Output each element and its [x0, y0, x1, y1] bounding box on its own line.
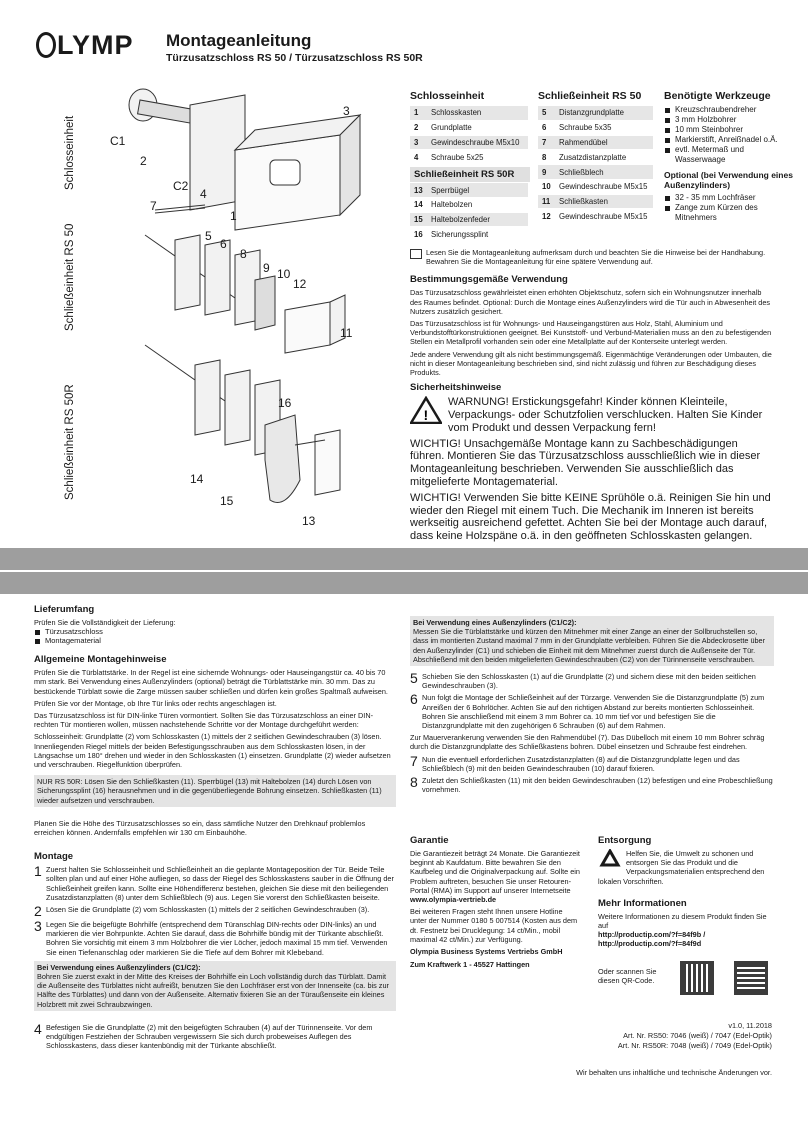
parts-row: [538, 120, 653, 135]
diagram-callout: 1: [230, 209, 237, 223]
optional-tools-title: Optional (bei Verwendung eines Außenzylinders): [664, 170, 793, 190]
scope-title: Lieferumfang: [34, 604, 95, 615]
list-item: Montagematerial: [34, 636, 396, 645]
strike-plate-shape: [255, 276, 275, 330]
disclaimer: Wir behalten uns inhaltliche und technische Änderungen vor.: [576, 1068, 772, 1077]
parts-row: [538, 165, 653, 180]
warranty-p1: Die Garantiezeit beträgt 24 Monate. Die Garantiezeit beginnt ab Kaufdatum. Bitte bewahren Sie den Kaufbeleg und die Originalverpackung auf. Sollte ein Problem auftreten, besuchen Sie unser Retouren-Portal (RMA) im Support auf unserer Internetseite: [410, 849, 580, 895]
parts-row: [410, 212, 528, 227]
diagram-callout: 14: [190, 472, 204, 486]
lower-left-column: [34, 604, 396, 1054]
diagram-callout: 16: [278, 396, 292, 410]
strike-box-shape: [285, 302, 330, 353]
intended-use-title: Bestimmungsgemäße Verwendung: [410, 274, 568, 286]
part-number: 4: [410, 150, 428, 164]
general-p3: Das Türzusatzschloss ist für DIN-linke Türen vormontiert. Sollten Sie das Türzusatzschloss an einer DIN-rechten Tür montieren wollen, müssen nachstehende Schritte vor der Montage durchgeführt werden:: [34, 711, 374, 730]
part-number: 3: [410, 135, 428, 150]
part-number: 5: [538, 106, 556, 121]
tools-section: [664, 90, 794, 223]
warranty-section: [410, 830, 580, 972]
parts-row: [538, 179, 653, 194]
side-label-rs50r: Schließeinheit RS 50R: [64, 384, 76, 500]
parts-row: [410, 183, 528, 198]
tools-list: [664, 105, 794, 165]
more-info-link-2[interactable]: http://productip.com/?f=84f9d: [598, 939, 702, 949]
qr-code-2-icon: [734, 961, 768, 995]
part-label: Zusatzdistanzplatte: [556, 150, 653, 165]
intro-section: [410, 248, 772, 546]
general-title: Allgemeine Montagehinweise: [34, 654, 167, 666]
cylinder-note-right: Bei Verwendung eines Außenzylinders (C1/C2): Messen Sie die Türblattstärke und kürzen den Mitnehmer mit einer Zange an einer der Sollbruchstellen so, dass im montierten Zustand maximal 7 mm in der Grundplatte verbleiben. Führen Sie die Abdeckrosette über den Außenzylinder (C1) und schieben die Einheit mit dem Mitnehmer zuerst durch die Außenseite der Tür. Abschließend mit den beiden mitgelieferten Gewindeschrauben (C2) von der Türinnenseite verschrauben.: [410, 616, 774, 666]
tools-title: Benötigte Werkzeuge: [664, 90, 771, 102]
warning-text: WARNUNG! Erstickungsgefahr! Kinder können Kleinteile, Verpackungs- oder Schutzfolien verschlucken. Halten Sie Kinder vom Produkt und dessen Verpackung fern!: [448, 396, 763, 434]
caution-text-2: WICHTIG! Verwenden Sie bitte KEINE Sprühöle o.ä. Reinigen Sie hin und wieder den Riegel mit einem Tuch. Die Mechanik im Inneren ist bereits werkseitig ausreichend gefettet. Achten Sie bei der Montage auch darauf, dass keine Holzspäne o.ä. in den geöffneten Schlosskasten gelangen.: [410, 491, 771, 543]
part-label: Sperrbügel: [428, 183, 528, 198]
diagram-callout: 12: [293, 277, 307, 291]
diagram-callout: 9: [263, 261, 270, 275]
part-label: Gewindeschraube M5x10: [428, 135, 528, 150]
company-name: Olympia Business Systems Vertriebs GmbH: [410, 947, 563, 957]
diagram-callout: 11: [340, 326, 353, 340]
height-note: Planen Sie die Höhe des Türzusatzschlosses so ein, dass sämtliche Nutzer den Drehknauf problemlos erreichen können. Andernfalls empfehlen wir 130 cm Einbauhöhe.: [34, 818, 366, 838]
part-number: 8: [538, 150, 556, 165]
diagram-callout: 4: [200, 187, 207, 201]
list-item: 10 mm Steinbohrer: [664, 125, 794, 135]
part-label: Gewindeschraube M5x15: [556, 209, 653, 223]
warranty-p2: Bei weiteren Fragen steht Ihnen unsere Hotline unter der Nummer 0180 5 007514 (Kosten aus dem dt. Festnetz bei Drucklegung: 14 ct/Min., mobil maximal 42 ct/Min.) zur Verfügung.: [410, 907, 578, 944]
list-item: Zange zum Kürzen des Mitnehmers: [664, 203, 794, 223]
lock-unit-parts: [410, 90, 530, 241]
article-number-rs50: Art. Nr. RS50: 7046 (weiß) / 7047 (Edel-Optik): [623, 1031, 772, 1040]
diagram-callout: 3: [343, 104, 350, 118]
version-text: v1.0, 11.2018: [728, 1021, 772, 1030]
list-item: 32 - 35 mm Lochfräser: [664, 193, 794, 203]
general-p4: Schlosseinheit: Grundplatte (2) vom Schlosskasten (1) mittels der 2 seitlichen Gewindeschrauben (3) lösen. Innenliegenden Riegel mittels der beiden Befestigungsschrauben aus dem Schlosskasten lösen, in der Längsachse um 180° drehen und wieder in den Schlosskasten (1) einsetzen. Grundplatte (2) wieder aufsetzen und verschrauben. Riegelfunktion überprüfen.: [34, 732, 391, 770]
qr-note: Oder scannen Sie diesen QR-Code.: [598, 966, 657, 986]
part-label: Sicherungssplint: [428, 227, 528, 241]
parts-row: [410, 120, 528, 135]
rs50r-note: NUR RS 50R: Lösen Sie den Schließkasten (11). Sperrbügel (13) mit Haltebolzen (14) durch Lösen von Sicherungssplint (16) herausnehmen und in die gegenüberliegende Bohrung einsetzen. Schließkasten (11) wieder aufsetzen und verschrauben.: [34, 775, 396, 807]
intended-use-p3: Jede andere Verwendung gilt als nicht bestimmungsgemäß. Eigenmächtige Veränderungen oder Umbauten, die nicht in dieser Montageanleitung beschrieben sind, sind nicht zulässig und führen zur Beschädigung dieses Produkts.: [410, 349, 772, 378]
company-address: Zum Kraftwerk 1 - 45527 Hattingen: [410, 960, 530, 970]
warning-triangle-icon: [410, 396, 442, 424]
part-label: Schlosskasten: [428, 106, 528, 121]
part-number: 7: [538, 135, 556, 150]
side-label-lock-unit: Schlosseinheit: [64, 115, 76, 190]
diagram-callout: 7: [150, 199, 157, 213]
step-4: 4 Befestigen Sie die Grundplatte (2) mit den beigefügten Schrauben (4) auf der Türinnenseite. Vor dem endgültigen Festziehen der Schrauben vergewissern Sie sich durch probeweises Auflegen des Schlosskastens, dass dieser kantenbündig mit der Türkante abschließt.: [34, 1020, 373, 1051]
book-icon: [410, 249, 422, 259]
intended-use-p1: Das Türzusatzschloss gewährleistet einen erhöhten Objektschutz, sofern sich ein Wohnungsnutzer innerhalb des Raumes befindet. Optional: Durch die Montage eines Außenzylinders wird die Tür auch in Abwesenheit des Nutzers zusätzlich gesichert.: [410, 288, 771, 316]
safety-title: Sicherheitshinweise: [410, 382, 502, 394]
wall-anchor-note: Zur Mauerverankerung verwenden Sie den Rahmendübel (7). Das Dübelloch mit einem 10 mm Bohrer schräg durch die Distanzgrundplatte des Schließkastens bohren. Dübel einsetzen und Schraube fest eindrehen.: [410, 733, 765, 752]
read-note: Lesen Sie die Montageanleitung aufmerksam durch und beachten Sie die Hinweise bei der Handhabung. Bewahren Sie die Montageanleitung für eine spätere Verwendung auf.: [426, 248, 766, 267]
step-7: 7 Nun die eventuell erforderlichen Zusatzdistanzplatten (8) auf die Distanzgrundplatte legen und das Schließblech (9) mit den beiden Gewindeschrauben (10) darauf fixieren.: [410, 752, 740, 773]
mount-title: Montage: [34, 851, 74, 863]
diagram-callout: 5: [205, 229, 212, 243]
part-number: 2: [410, 120, 428, 135]
more-info-title: Mehr Informationen: [598, 897, 687, 909]
scope-list: [34, 627, 396, 645]
optional-tools-list: [664, 193, 794, 223]
part-label: Rahmendübel: [556, 135, 653, 150]
part-number: 15: [410, 212, 428, 227]
separator-band-bottom: [0, 572, 808, 594]
cylinder-note-left: Bei Verwendung eines Außenzylinders (C1/C2): Bohren Sie zuerst exakt in der Mitte des Kreises der Bohrhilfe ein Loch vollständig durch das Türblatt. Damit die Außenseite des Türblattes nicht aufreißt, benutzen Sie den Lochfräser erst von der Innenseite (ca. bis zur Hälfte des Türblattes) und dann von der Außenseite. Alternativ fixieren Sie an der Türaußenseite ein kleines Holzbrett mit zwei Schraubzwingen.: [34, 961, 396, 1011]
part-label: Gewindeschraube M5x15: [556, 179, 653, 194]
list-item: evtl. Metermaß und Wasserwaage: [664, 145, 794, 165]
parts-row: [410, 150, 528, 164]
warranty-title: Garantie: [410, 835, 449, 846]
disposal-text: Helfen Sie, die Umwelt zu schonen und entsorgen Sie das Produkt und die Verpackungsmaterialien entsprechend den lokalen Vorschriften.: [598, 849, 765, 886]
locking-bracket-shape: [265, 415, 300, 503]
list-item: Türzusatzschloss: [34, 627, 396, 636]
rs50r-title: Schließeinheit RS 50R: [410, 167, 530, 182]
disposal-title: Entsorgung: [598, 835, 652, 846]
part-number: 1: [410, 106, 428, 121]
parts-row: [538, 194, 653, 209]
list-item: Markierstift, Anreißnadel o.Ä.: [664, 135, 794, 145]
article-number-rs50r: Art. Nr. RS50R: 7048 (weiß) / 7049 (Edel-Optik): [617, 1041, 772, 1050]
diagram-callout: 6: [220, 237, 227, 251]
warranty-url[interactable]: www.olympia-vertrieb.de: [410, 895, 497, 905]
part-number: 16: [410, 227, 428, 241]
diagram-callout: C2: [173, 179, 189, 193]
rs50-parts: [538, 90, 656, 223]
list-item: Kreuzschraubendreher: [664, 105, 794, 115]
general-p2: Prüfen Sie vor der Montage, ob Ihre Tür links oder rechts angeschlagen ist.: [34, 698, 277, 708]
parts-row: [538, 150, 653, 165]
part-label: Distanzgrundplatte: [556, 106, 653, 121]
step-6: 6 Nun folgt die Montage der Schließeinheit auf der Türzarge. Verwenden Sie die Distanzgrundplatte (5) zum Anreißen der 6 Bohrlöcher. Achten Sie auf den richtigen Abstand zur bereits montierten Schlosseinheit. Bohren Sie anschließend mit einem 3 mm Bohrer ca. 10 mm tief vor und befestigen Sie die Distanzgrundplatte mit den zugehörigen 6 Schrauben (6) auf dem Rahmen.: [410, 691, 765, 731]
more-info-text: Weitere Informationen zu diesem Produkt finden Sie auf: [598, 911, 767, 931]
olymp-logo: LYMP: [36, 30, 134, 61]
part-number: 11: [538, 194, 556, 209]
diagram-callout: C1: [110, 134, 126, 148]
footer-info: [500, 1021, 772, 1051]
diagram-callout: 13: [302, 514, 316, 528]
exploded-assembly-diagram: [95, 80, 405, 535]
parts-row: [410, 197, 528, 212]
part-label: Schraube 5x25: [428, 150, 528, 164]
spacer-plate-shape: [175, 235, 200, 310]
page-subtitle: Türzusatzschloss RS 50 / Türzusatzschloss RS 50R: [166, 52, 423, 64]
more-info-link-1[interactable]: http://productip.com/?f=84f9b /: [598, 930, 706, 940]
part-label: Schließkasten: [556, 194, 653, 209]
diagram-callout: 15: [220, 494, 234, 508]
parts-row: [410, 227, 528, 241]
qr-code-1-icon: [680, 961, 714, 995]
step-1: 1 Zuerst halten Sie Schlosseinheit und Schließeinheit an die geplante Montageposition der Tür. Beide Teile sollten plan und auf einer Höhe aufliegen, so dass der Riegel des Schlosskastens sauber in die Öffnung der Schließeinheit greifen kann. Sollte eine Höhendifferenz bestehen, gleichen Sie diese mit den beiliegenden Zusatzdistanzplatten (8) unter dem Schließblech (9) aus. Legen Sie vorerst den Schließkasten beiseite.: [34, 863, 394, 902]
intended-use-p2: Das Türzusatzschloss ist für Wohnungs- und Hauseingangstüren aus Holz, Stahl, Aluminium und Verbundstofftürkonstruktionen geeignet. Bei Kunststoff- und Verbund-Materialien muss an den zu befestigenden Stellen ein Metallprofil vorhanden sein oder eine Metallplatte auf der Konterseite unterlegt werden.: [410, 319, 772, 347]
scope-text: Prüfen Sie die Vollständigkeit der Lieferung:: [34, 618, 176, 627]
disposal-section: [598, 830, 778, 995]
parts-row: [538, 106, 653, 121]
list-item: 3 mm Holzbohrer: [664, 115, 794, 125]
parts-row: [410, 106, 528, 121]
diagram-callout: 8: [240, 247, 247, 261]
rs50-title: Schließeinheit RS 50: [538, 90, 642, 102]
step-8: 8 Zuletzt den Schließkasten (11) mit den beiden Gewindeschrauben (12) befestigen und eine Probeschließung vornehmen.: [410, 774, 773, 795]
diagram-callout: 2: [140, 154, 147, 168]
parts-row: [538, 209, 653, 223]
recycle-icon: [598, 849, 622, 871]
diagram-callout: 10: [277, 267, 291, 281]
part-label: Haltebolzenfeder: [428, 212, 528, 227]
part-number: 6: [538, 120, 556, 135]
separator-band-top: [0, 548, 808, 570]
step-5: 5 Schieben Sie den Schlosskasten (1) auf die Grundplatte (2) und sichern diese mit den beiden seitlichen Gewindeschrauben (3).: [410, 670, 756, 691]
side-label-rs50: Schließeinheit RS 50: [64, 223, 76, 331]
general-p1: Prüfen Sie die Türblattstärke. In der Regel ist eine sichernde Wohnungs- oder Hauseingangstür ca. 40 bis 70 mm stark. Bei Verwendung eines Außenzylinders (optional) beträgt die Türblattstärke min. 30 mm. Das zu bestückende Türblatt sowie die Zarge müssen sauber schließen und dürfen kein großes Spaltmaß aufweisen.: [34, 668, 388, 696]
parts-row: [538, 135, 653, 150]
svg-text:!: !: [423, 407, 429, 424]
lock-unit-title: Schlosseinheit: [410, 90, 485, 102]
part-number: 10: [538, 179, 556, 194]
part-number: 9: [538, 165, 556, 180]
part-number: 12: [538, 209, 556, 223]
part-label: Haltebolzen: [428, 197, 528, 212]
part-label: Grundplatte: [428, 120, 528, 135]
part-label: Schraube 5x35: [556, 120, 653, 135]
step-2: 2 Lösen Sie die Grundplatte (2) vom Schlosskasten (1) mittels der 2 seitlichen Gewindeschrauben (3).: [34, 903, 370, 920]
step-3: 3 Legen Sie die beigefügte Bohrhilfe (entsprechend dem Türanschlag DIN-rechts oder DIN-links) an und markieren die vier Bohrpunkte. Achten Sie darauf, dass die Bohrhilfe bündig mit der Türkante abschließt. Bohren Sie vorsichtig mit einem 3 mm Holzbohrer die vier Löcher, jedoch maximal 15 mm tief. Verwenden Sie einen Tiefenanschlag oder markieren Sie die Tiefe auf dem Bohrer mit Klebeband.: [34, 918, 388, 957]
page-title: Montageanleitung: [166, 31, 312, 50]
part-label: Schließblech: [556, 165, 653, 180]
part-number: 14: [410, 197, 428, 212]
caution-text-1: WICHTIG! Unsachgemäße Montage kann zu Sachbeschädigungen führen. Montieren Sie das Türzusatzschloss ausschließlich wie in dieser Montageanleitung beschrieben. Verwenden Sie ausschließlich das mitgelieferte Montagematerial.: [410, 437, 761, 489]
part-number: 13: [410, 183, 428, 198]
lower-right-column: [410, 616, 774, 797]
parts-row: [410, 135, 528, 150]
